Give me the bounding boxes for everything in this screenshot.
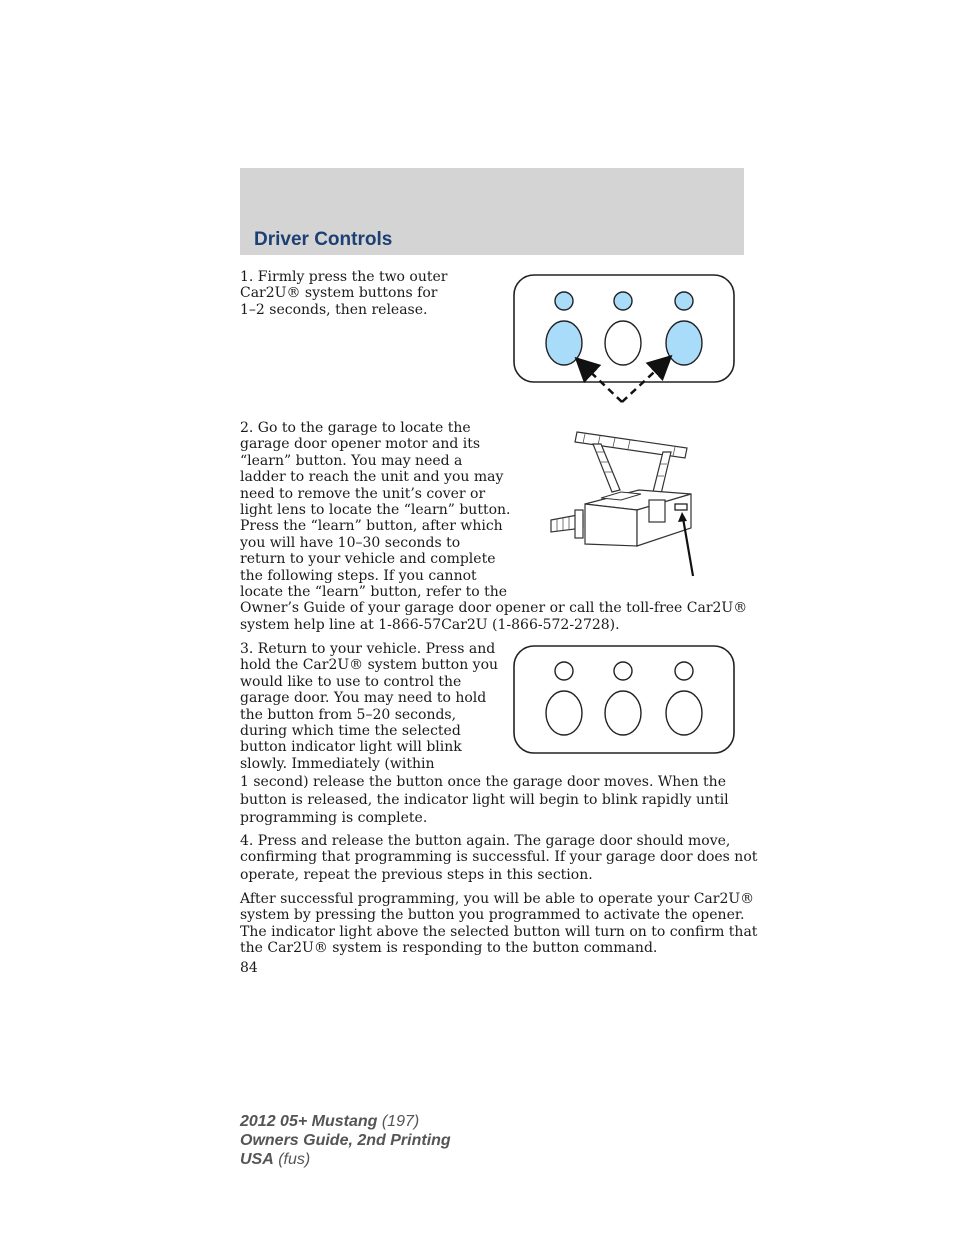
- text-line: system help line at 1-866-57Car2U (1-866-572-2728).: [240, 616, 620, 633]
- footer-line-3: [240, 1150, 451, 1169]
- button-left: [546, 691, 582, 735]
- section-title: Driver Controls: [254, 229, 393, 250]
- text-line: you will have 10–30 seconds to: [240, 534, 461, 551]
- text-line: button is released, the indicator light will begin to blink rapidly until: [240, 791, 729, 808]
- after-programming-text: [240, 891, 757, 957]
- footer-model-code: (197): [377, 1113, 420, 1130]
- button-right: [666, 321, 702, 365]
- learn-button: [675, 504, 687, 510]
- garage-door-opener-figure: [545, 428, 700, 580]
- text-line: Owner’s Guide of your garage door opener or call the toll-free Car2U®: [240, 600, 748, 617]
- step-1-text: [240, 269, 447, 318]
- button-middle: [605, 321, 641, 365]
- text-line: confirming that programming is successful. If your garage door does not: [240, 849, 758, 866]
- button-left: [546, 321, 582, 365]
- text-line: hold the Car2U® system button you: [240, 657, 499, 674]
- section-header: [240, 168, 744, 255]
- text-line: need to remove the unit’s cover or: [240, 485, 486, 502]
- text-line: 2. Go to the garage to locate the: [240, 420, 471, 436]
- text-line: The indicator light above the selected button will turn on to confirm that: [240, 923, 758, 940]
- text-line: during which time the selected: [240, 723, 461, 740]
- footer-line-1: [240, 1112, 451, 1131]
- light-lens: [649, 500, 665, 522]
- text-line: “learn” button. You may need a: [240, 452, 463, 469]
- text-line: would like to use to control the: [240, 673, 462, 690]
- indicator-light-middle: [614, 292, 632, 310]
- footer-model: 2012 05+ Mustang: [240, 1113, 378, 1130]
- text-line: return to your vehicle and complete: [240, 551, 496, 568]
- car2u-buttons-figure: [510, 643, 738, 757]
- indicator-light-left: [555, 292, 573, 310]
- text-line: button indicator light will blink: [240, 739, 462, 756]
- indicator-light-right: [675, 292, 693, 310]
- text-line: operate, repeat the previous steps in this section.: [240, 867, 593, 884]
- text-line: locate the “learn” button, refer to the: [240, 584, 508, 601]
- text-line: 1 second) release the button once the garage door moves. When the: [240, 773, 726, 790]
- text-line: 3. Return to your vehicle. Press and: [240, 641, 496, 657]
- text-line: ladder to reach the unit and you may: [240, 469, 504, 486]
- text-line: 1–2 seconds, then release.: [240, 301, 428, 318]
- page-number: 84: [240, 960, 258, 976]
- text-line: the following steps. If you cannot: [240, 567, 477, 584]
- step-4-text: [240, 833, 757, 884]
- text-line: 4. Press and release the button again. The garage door should move,: [240, 833, 731, 849]
- car2u-outer-buttons-figure: [510, 272, 738, 406]
- footer-printing: Owners Guide, 2nd Printing: [240, 1132, 451, 1149]
- button-right: [666, 691, 702, 735]
- footer-line-2: [240, 1131, 451, 1150]
- text-line: light lens to locate the “learn” button.: [240, 502, 511, 519]
- text-line: 1. Firmly press the two outer: [240, 269, 448, 285]
- button-middle: [605, 691, 641, 735]
- text-line: the button from 5–20 seconds,: [240, 706, 457, 723]
- footer-market: USA: [240, 1151, 274, 1168]
- footer-market-code: (fus): [273, 1151, 311, 1168]
- text-line: After successful programming, you will be able to operate your Car2U®: [240, 891, 755, 907]
- indicator-light-right: [675, 662, 693, 680]
- text-line: the Car2U® system is responding to the button command.: [240, 940, 658, 957]
- text-line: Press the “learn” button, after which: [240, 518, 503, 535]
- text-line: garage door opener motor and its: [240, 436, 481, 453]
- text-line: programming is complete.: [240, 809, 428, 826]
- text-line: system by pressing the button you programmed to activate the opener.: [240, 907, 745, 924]
- text-line: slowly. Immediately (within: [240, 755, 435, 772]
- indicator-light-left: [555, 662, 573, 680]
- text-line: garage door. You may need to hold: [240, 690, 487, 707]
- text-line: Car2U® system buttons for: [240, 285, 438, 302]
- document-footer: [240, 1112, 451, 1169]
- indicator-light-middle: [614, 662, 632, 680]
